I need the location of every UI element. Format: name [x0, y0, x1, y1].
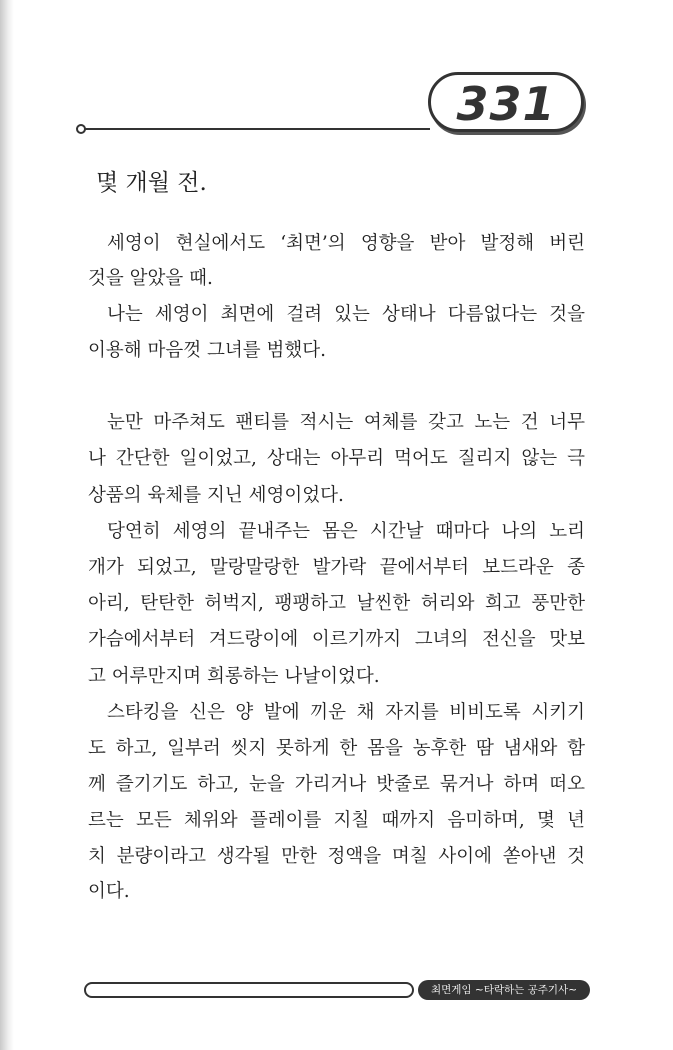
text-line: 아리, 탄탄한 허벅지, 팽팽하고 날씬한 허리와 희고 풍만한: [88, 593, 585, 614]
text-line: 께 즐기기도 하고, 눈을 가리거나 밧줄로 묶거나 하며 떠오: [88, 774, 585, 795]
text-line: 나는 세영이 최면에 걸려 있는 상태나 다름없다는 것을: [107, 304, 585, 325]
text-line: 이다.: [88, 881, 130, 902]
text-line: 개가 되었고, 말랑말랑한 발가락 끝에서부터 보드라운 종: [88, 557, 585, 578]
text-line: 스타킹을 신은 양 발에 끼운 채 자지를 비비도록 시키기: [107, 702, 585, 723]
text-line: 도 하고, 일부러 씻지 못하게 한 몸을 농후한 땀 냄새와 함: [88, 738, 585, 759]
text-line: 르는 모든 체위와 플레이를 지칠 때까지 음미하며, 몇 년: [88, 810, 585, 831]
text-line: 치 분량이라고 생각될 만한 정액을 며칠 사이에 쏟아낸 것: [88, 846, 585, 867]
page-number: 331: [456, 77, 556, 131]
text-line: 이용해 마음껏 그녀를 범했다.: [88, 340, 326, 361]
text-line: 것을 알았을 때.: [88, 268, 213, 289]
text-line: 세영이 현실에서도 ‘최면’의 영향을 받아 발정해 버린: [107, 233, 585, 254]
scan-edge-shadow: [0, 0, 14, 1050]
text-line: 당연히 세영의 끝내주는 몸은 시간날 때마다 나의 노리: [107, 521, 585, 542]
text-line: 나 간단한 일이었고, 상대는 아무리 먹어도 질리지 않는 극: [88, 448, 585, 469]
text-line: 눈만 마주쳐도 팬티를 적시는 여체를 갖고 노는 건 너무: [107, 412, 585, 433]
footer-rule: [84, 982, 414, 998]
text-line: 고 어루만지며 희롱하는 나날이었다.: [88, 666, 380, 687]
header-rule: [84, 128, 430, 130]
text-line: 상품의 육체를 지닌 세영이었다.: [88, 485, 344, 506]
section-heading: 몇 개월 전.: [96, 170, 207, 196]
text-line: 가슴에서부터 겨드랑이에 이르기까지 그녀의 전신을 맛보: [88, 629, 585, 650]
page-number-badge: [428, 72, 584, 132]
footer-book-title: 최면게임 ~타락하는 공주기사~: [418, 980, 590, 1000]
